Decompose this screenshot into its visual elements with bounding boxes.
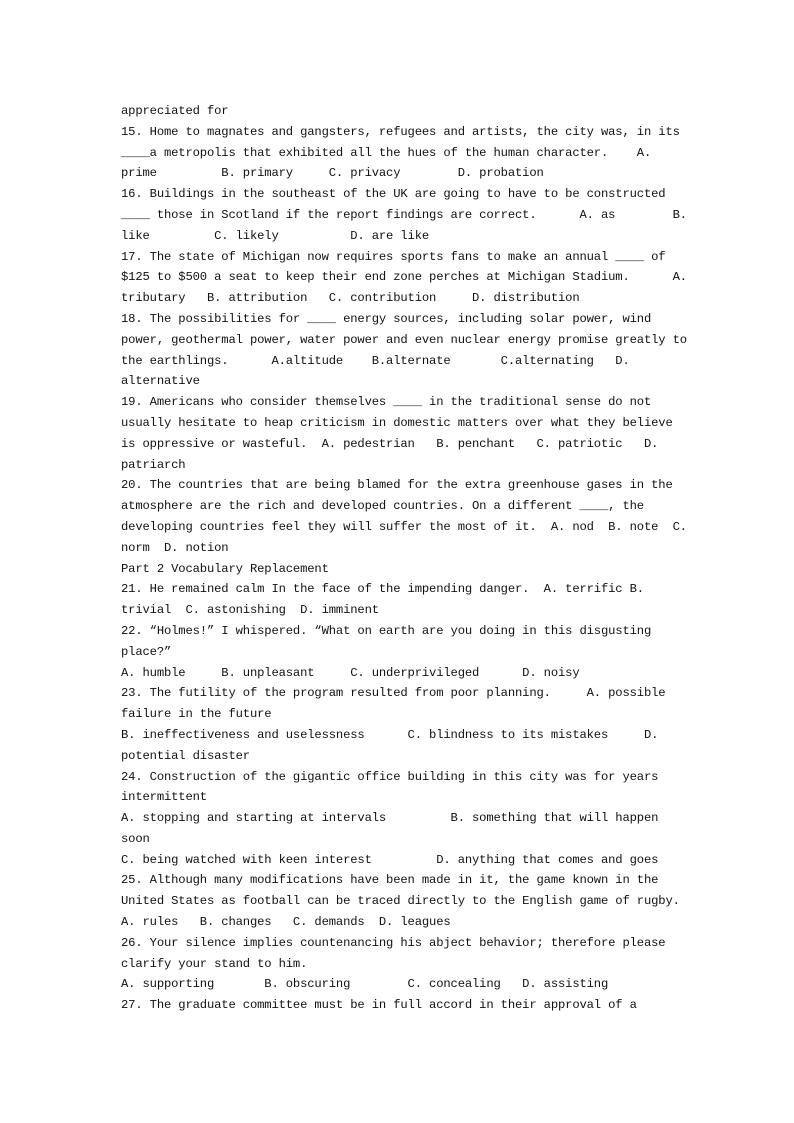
question-18-stem: power, geothermal power, water power and even nuclear energy promise greatly to [121,332,687,347]
question-17-options: tributary B. attribution C. contribution D. distribution [121,291,580,306]
question-20-stem: atmosphere are the rich and developed countries. On a different ____, the [121,499,644,514]
question-19-stem: 19. Americans who consider themselves ____ in the traditional sense do not [121,395,652,410]
question-24-stem: 24. Construction of the gigantic office building in this city was for years [121,769,659,784]
question-24-stem: intermittent [121,790,207,805]
question-26-stem: clarify your stand to him. [121,956,308,971]
question-24-options: soon [121,831,150,846]
question-16-stem: 16. Buildings in the southeast of the UK are going to have to be constructed [121,187,666,202]
question-15-stem: ____a metropolis that exhibited all the hues of the human character. A. [121,145,652,160]
question-17-stem: $125 to $500 a seat to keep their end zone perches at Michigan Stadium. A. [121,270,687,285]
question-23-options: potential disaster [121,748,250,763]
question-21-options: trivial C. astonishing D. imminent [121,603,379,618]
question-23-options: failure in the future [121,707,272,722]
question-21-stem: 21. He remained calm In the face of the impending danger. A. terrific B. [121,582,644,597]
question-18-options: the earthlings. A.altitude B.alternate C.alternating D. [121,353,630,368]
question-18-options: alternative [121,374,200,389]
question-17-stem: 17. The state of Michigan now requires sports fans to make an annual ____ of [121,249,666,264]
question-23-stem: 23. The futility of the program resulted from poor planning. A. possible [121,686,666,701]
question-26-options: A. supporting B. obscuring C. concealing D. assisting [121,977,609,992]
question-25-stem: 25. Although many modifications have been made in it, the game known in the [121,873,659,888]
question-27-stem: 27. The graduate committee must be in full accord in their approval of a [121,998,637,1013]
question-26-stem: 26. Your silence implies countenancing his abject behavior; therefore please [121,935,666,950]
section-heading: Part 2 Vocabulary Replacement [121,561,329,576]
question-16-options: like C. likely D. are like [121,228,430,243]
question-24-options: C. being watched with keen interest D. anything that comes and goes [121,852,659,867]
question-20-options: developing countries feel they will suffer the most of it. A. nod B. note C. [121,519,687,534]
question-19-options: patriarch [121,457,186,472]
question-16-stem: ____ those in Scotland if the report findings are correct. A. as B. [121,207,687,222]
question-22-options: A. humble B. unpleasant C. underprivileged D. noisy [121,665,580,680]
question-20-options: norm D. notion [121,540,229,555]
question-22-stem: 22. “Holmes!” I whispered. “What on earth are you doing in this disgusting [121,623,652,638]
question-15-options: prime B. primary C. privacy D. probation [121,166,544,181]
document-page [121,101,687,1016]
question-25-stem: United States as football can be traced directly to the English game of rugby. [121,894,680,909]
question-20-stem: 20. The countries that are being blamed for the extra greenhouse gases in the [121,478,673,493]
question-19-options: is oppressive or wasteful. A. pedestrian B. penchant C. patriotic D. [121,436,659,451]
question-24-options: A. stopping and starting at intervals B. something that will happen [121,811,659,826]
question-23-options: B. ineffectiveness and uselessness C. blindness to its mistakes D. [121,727,659,742]
question-25-options: A. rules B. changes C. demands D. leagues [121,915,451,930]
question-18-stem: 18. The possibilities for ____ energy sources, including solar power, wind [121,311,652,326]
text-line: appreciated for [121,104,229,118]
question-22-stem: place?” [121,644,172,659]
question-19-stem: usually hesitate to heap criticism in domestic matters over what they believe [121,415,673,430]
question-15-stem: 15. Home to magnates and gangsters, refugees and artists, the city was, in its [121,124,680,139]
